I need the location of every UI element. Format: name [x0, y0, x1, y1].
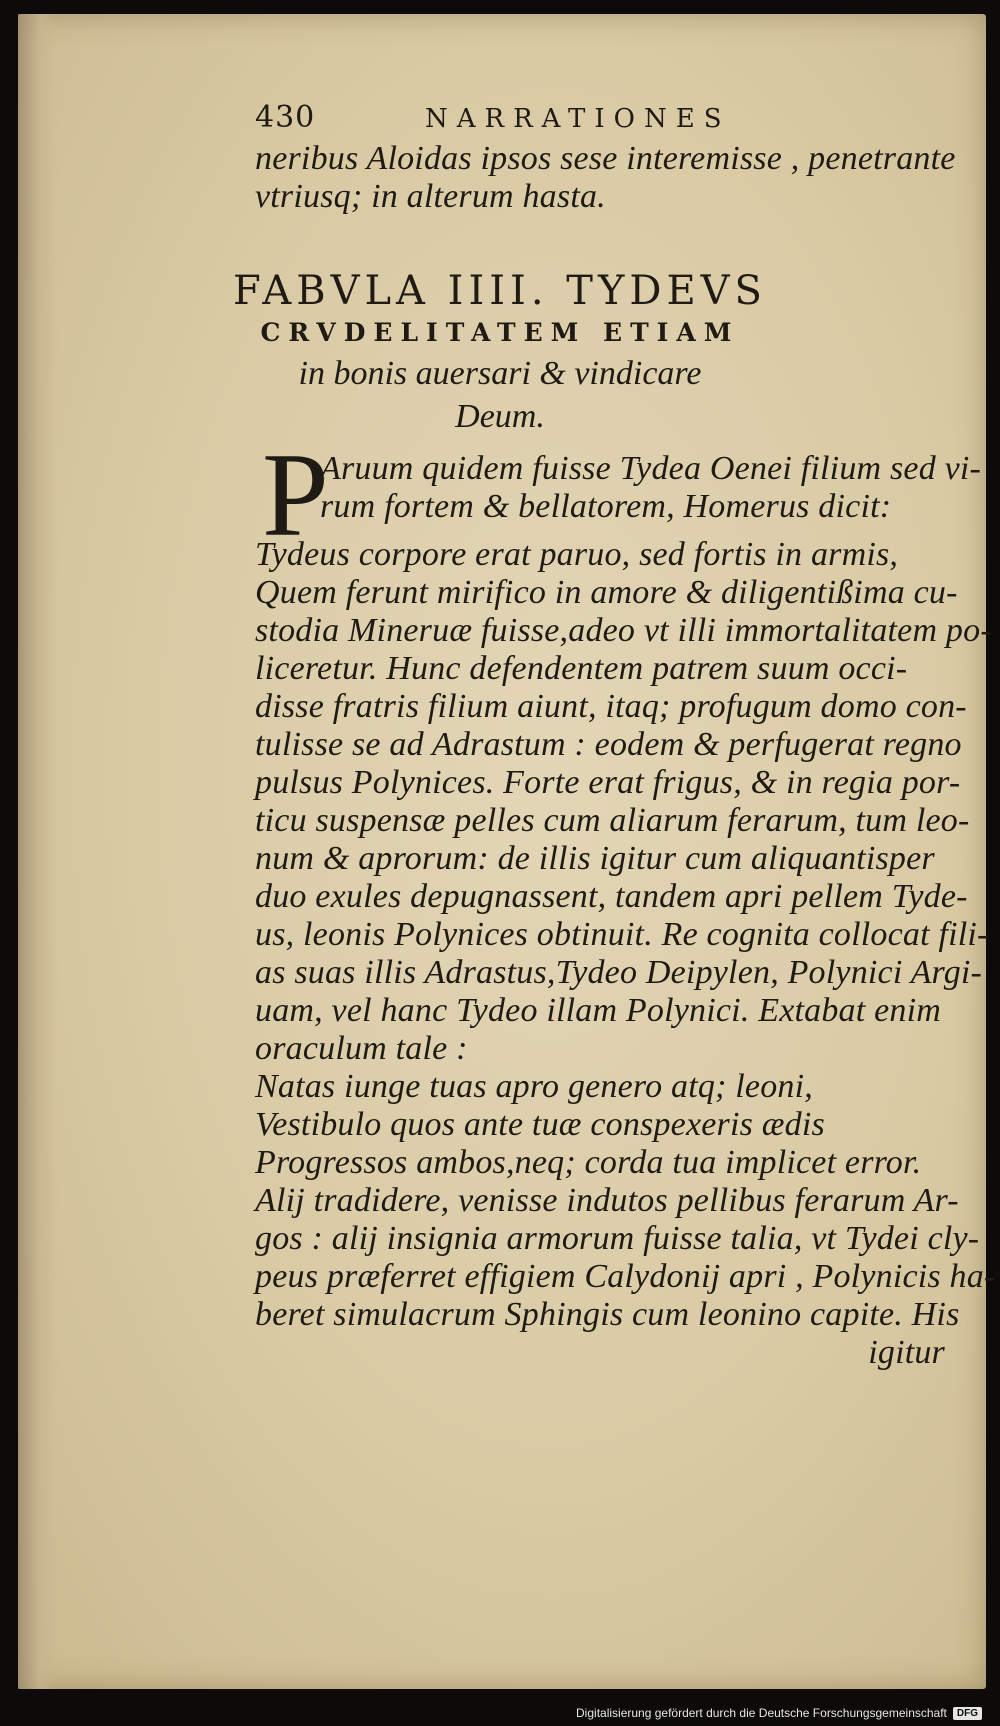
text-line: neribus Aloidas ipsos sese interemisse , penetrante [255, 140, 956, 177]
fable-subtitle-3: Deum. [455, 398, 545, 435]
text-line: pulsus Polynices. Forte erat frigus, & in regia por- [255, 764, 961, 801]
verse-line: Vestibulo quos ante tuæ conspexeris ædis [255, 1106, 825, 1143]
text-line: disse fratris filium aiunt, itaq; profugum domo con- [255, 688, 967, 725]
text-line: uam, vel hanc Tydeo illam Polynici. Extabat enim [255, 992, 941, 1029]
text-line: rum fortem & bellatorem, Homerus dicit: [320, 488, 892, 525]
dfg-logo: DFG [953, 1707, 982, 1720]
text-line: num & aprorum: de illis igitur cum aliquantisper [255, 840, 935, 877]
fable-body [255, 536, 996, 1372]
text-line: beret simulacrum Sphingis cum leonino capite. His [255, 1296, 960, 1333]
text-line: as suas illis Adrastus,Tydeo Deipylen, Polynici Argi- [255, 954, 983, 991]
verse-line: Progressos ambos,neq; corda tua implicet error. [255, 1144, 922, 1181]
text-line: Quem ferunt mirifico in amore & diligentißima cu- [255, 574, 958, 611]
text-line: tulisse se ad Adrastum : eodem & perfugerat regno [255, 726, 962, 763]
text-line: peus præferret effigiem Calydonij apri , Polynicis ha- [255, 1258, 996, 1295]
text-line: stodia Mineruæ fuisse,adeo vt illi immortalitatem po- [255, 612, 992, 649]
drop-cap: P [262, 428, 329, 561]
verse-line: Natas iunge tuas apro genero atq; leoni, [255, 1068, 813, 1105]
text-line: us, leonis Polynices obtinuit. Re cognita collocat fili- [255, 916, 989, 953]
text-line: Aruum quidem fuisse Tydea Oenei filium sed vi- [320, 450, 982, 487]
text-line: ticu suspensæ pelles cum aliarum ferarum, tum leo- [255, 802, 970, 839]
page-number: 430 [255, 100, 316, 135]
text-line: liceretur. Hunc defendentem patrem suum occi- [255, 650, 908, 687]
fable-subtitle-2: in bonis auersari & vindicare [298, 355, 702, 392]
text-line: vtriusq; in alterum hasta. [255, 178, 606, 215]
text-line: duo exules depugnassent, tandem apri pellem Tyde- [255, 878, 968, 915]
running-title: NARRATIONES [425, 104, 731, 134]
fable-title: FABVLA IIII. TYDEVS [233, 268, 767, 314]
footer-credit: Digitalisierung gefördert durch die Deutsche Forschungsgemeinschaft [576, 1706, 947, 1720]
text-line: Alij tradidere, venisse indutos pellibus ferarum Ar- [255, 1182, 959, 1219]
page-binding-edge [18, 14, 58, 1689]
top-text-block [255, 140, 975, 216]
page-header [255, 100, 955, 135]
catchword: igitur [868, 1334, 945, 1371]
digitization-footer [576, 1706, 982, 1720]
fable-subtitle: CRVDELITATEM ETIAM [260, 318, 740, 347]
text-line: Tydeus corpore erat paruo, sed fortis in armis, [255, 536, 899, 573]
text-line: gos : alij insignia armorum fuisse talia, vt Tydei cly- [255, 1220, 980, 1257]
dropcap-lines [320, 450, 980, 526]
text-line: oraculum tale : [255, 1030, 468, 1067]
